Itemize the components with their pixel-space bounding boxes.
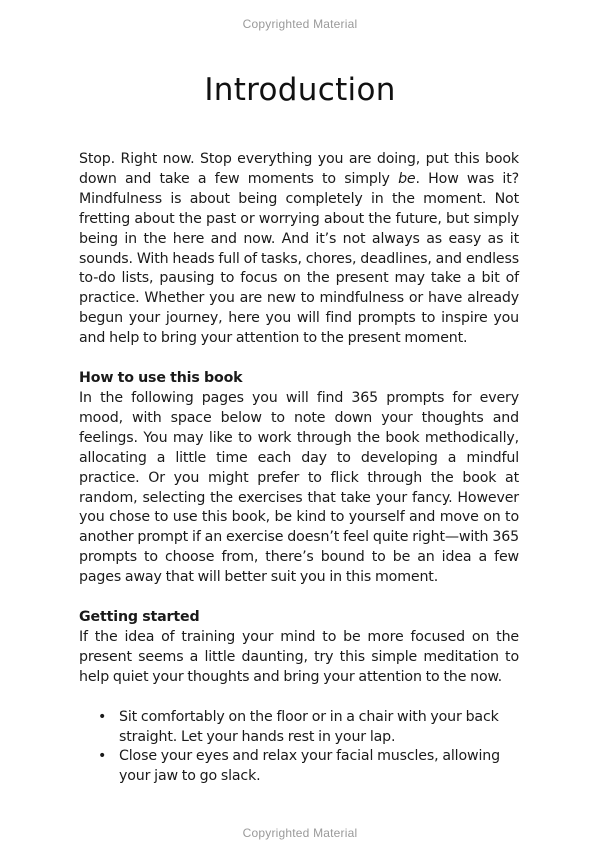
how-to-use-heading: How to use this book bbox=[79, 370, 243, 387]
intro-text-start: Stop. Right now. Stop everything you are doing, put this book down and take a few moments to simply bbox=[79, 151, 519, 187]
how-to-use-paragraph: In the following pages you will find 365 prompts for every mood, with space below to note down your thoughts and feelings. You may like to work through the book methodically, allocating a little time each day to developing a mindful practice. Or you might prefer to flick through the book at random, selecting the exercises that take your fancy. However you chose to use this book, be kind to yourself and move on to another prompt if an exercise doesn’t feel quite right—with 365 prompts to choose from, there’s bound to be an idea a few pages away that will better suit you in this moment. bbox=[79, 389, 519, 586]
bullet-icon: • bbox=[98, 748, 107, 765]
intro-emphasis: be bbox=[398, 170, 416, 187]
page-title: Introduction bbox=[204, 72, 396, 108]
intro-text-end: . How was it? Mindfulness is about being completely in the moment. Not fretting about the past or worrying about the future, but simply being in the here and now. And it’s not always as easy as it sounds. With heads full of tasks, chores, deadlines, and endless to-do lists, pausing to focus on the present may take a bit of practice. Whether you are new to mindfulness or have already begun your journey, here you will find prompts to inspire you and help to bring your attention to the present moment. bbox=[79, 170, 520, 347]
bullet-icon: • bbox=[98, 708, 107, 725]
copyright-watermark-top: Copyrighted Material bbox=[242, 17, 358, 31]
getting-started-paragraph: If the idea of training your mind to be more focused on the present seems a little daunting, try this simple meditation to help quiet your thoughts and bring your attention to the now. bbox=[79, 628, 519, 685]
list-item bbox=[79, 708, 519, 748]
list-item bbox=[79, 747, 519, 787]
intro-paragraph bbox=[79, 150, 519, 349]
list-item-text: Close your eyes and relax your facial muscles, allowing your jaw to go slack. bbox=[119, 748, 500, 785]
page-body bbox=[79, 150, 519, 787]
copyright-watermark-bottom: Copyrighted Material bbox=[242, 826, 358, 840]
getting-started-heading: Getting started bbox=[79, 609, 200, 626]
meditation-steps-list bbox=[79, 708, 519, 788]
list-item-text: Sit comfortably on the floor or in a chair with your back straight. Let your hands rest in your lap. bbox=[119, 708, 499, 745]
